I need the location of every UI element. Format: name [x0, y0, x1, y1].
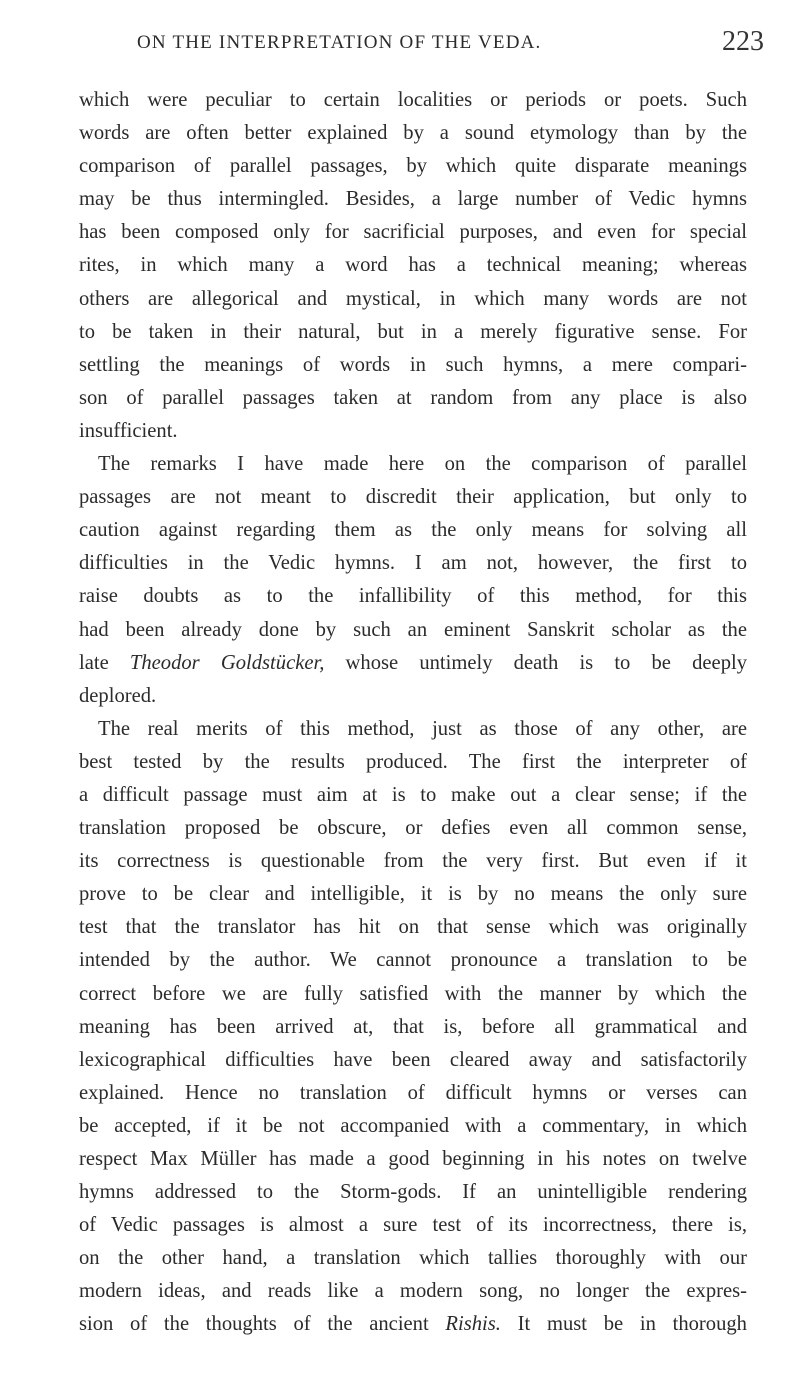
- text-line: of Vedic passages is almost a sure test of its incorrectness, there is,: [79, 1214, 747, 1237]
- text-line: intended by the author. We cannot pronounce a translation to be: [79, 949, 747, 972]
- text-line: respect Max Müller has made a good beginning in his notes on twelve: [79, 1148, 747, 1170]
- text-line: lexicographical difficulties have been cleared away and satisfactorily: [79, 1048, 747, 1071]
- text-line: others are allegorical and mystical, in which many words are not: [79, 287, 747, 310]
- page-number: 223: [722, 26, 764, 57]
- text-line: passages are not meant to discredit their application, but only to: [79, 486, 747, 509]
- text-line: may be thus intermingled. Besides, a large number of Vedic hymns: [79, 188, 747, 211]
- text-line: translation proposed be obscure, or defies even all common sense,: [79, 817, 747, 840]
- text-line: modern ideas, and reads like a modern song, no longer the expres-: [79, 1280, 747, 1303]
- text-line: settling the meanings of words in such hymns, a mere compari-: [79, 353, 747, 376]
- text-line: test that the translator has hit on that sense which was originally: [79, 916, 747, 939]
- text-line-pre: late: [79, 651, 130, 674]
- text-line: best tested by the results produced. The first the interpreter of: [79, 750, 747, 773]
- text-line: comparison of parallel passages, by which quite disparate meanings: [79, 155, 747, 178]
- text-line: raise doubts as to the infallibility of this method, for this: [79, 585, 747, 608]
- text-line: meaning has been arrived at, that is, before all grammatical and: [79, 1015, 747, 1038]
- text-line: be accepted, if it be not accompanied with a commentary, in which: [79, 1114, 747, 1137]
- text-line-post: It must be in thorough: [500, 1313, 747, 1336]
- text-line: difficulties in the Vedic hymns. I am not, however, the first to: [79, 552, 747, 575]
- text-line-pre: sion of the thoughts of the ancient: [79, 1313, 446, 1336]
- text-line: rites, in which many a word has a technical meaning; whereas: [79, 254, 747, 277]
- text-line: [79, 647, 747, 680]
- text-line: son of parallel passages taken at random from any place is also: [79, 386, 747, 409]
- text-line: correct before we are fully satisfied with the manner by which the: [79, 982, 747, 1005]
- text-line: insufficient.: [79, 419, 178, 442]
- text-line: The remarks I have made here on the comparison of parallel: [98, 453, 747, 476]
- text-line: its correctness is questionable from the very first. But even if it: [79, 850, 747, 873]
- text-line: deplored.: [79, 684, 157, 707]
- text-line: which were peculiar to certain localities or periods or poets. Such: [79, 89, 747, 111]
- text-line: prove to be clear and intelligible, it is by no means the only sure: [79, 883, 747, 906]
- text-line: a difficult passage must aim at is to make out a clear sense; if the: [79, 783, 747, 806]
- text-line: explained. Hence no translation of difficult hymns or verses can: [79, 1081, 747, 1104]
- italic-name: Theodor Goldstücker,: [129, 651, 325, 674]
- running-head: [0, 28, 800, 68]
- italic-name: Rishis.: [445, 1313, 501, 1336]
- text-line-post: whose untimely death is to be deeply: [324, 651, 748, 674]
- text-line: The real merits of this method, just as those of any other, are: [98, 717, 747, 740]
- text-line: to be taken in their natural, but in a merely figurative sense. For: [79, 320, 747, 343]
- text-line: [79, 1308, 747, 1341]
- text-line: has been composed only for sacrificial purposes, and even for special: [79, 221, 747, 244]
- body-text: [79, 84, 747, 1374]
- text-line: words are often better explained by a sound etymology than by the: [79, 122, 747, 145]
- text-line: caution against regarding them as the only means for solving all: [79, 519, 747, 542]
- text-line: had been already done by such an eminent Sanskrit scholar as the: [79, 618, 747, 641]
- text-line: on the other hand, a translation which tallies thoroughly with our: [79, 1247, 747, 1270]
- running-title: ON THE INTERPRETATION OF THE VEDA.: [137, 32, 542, 53]
- text-line: hymns addressed to the Storm-gods. If an unintelligible rendering: [79, 1181, 747, 1204]
